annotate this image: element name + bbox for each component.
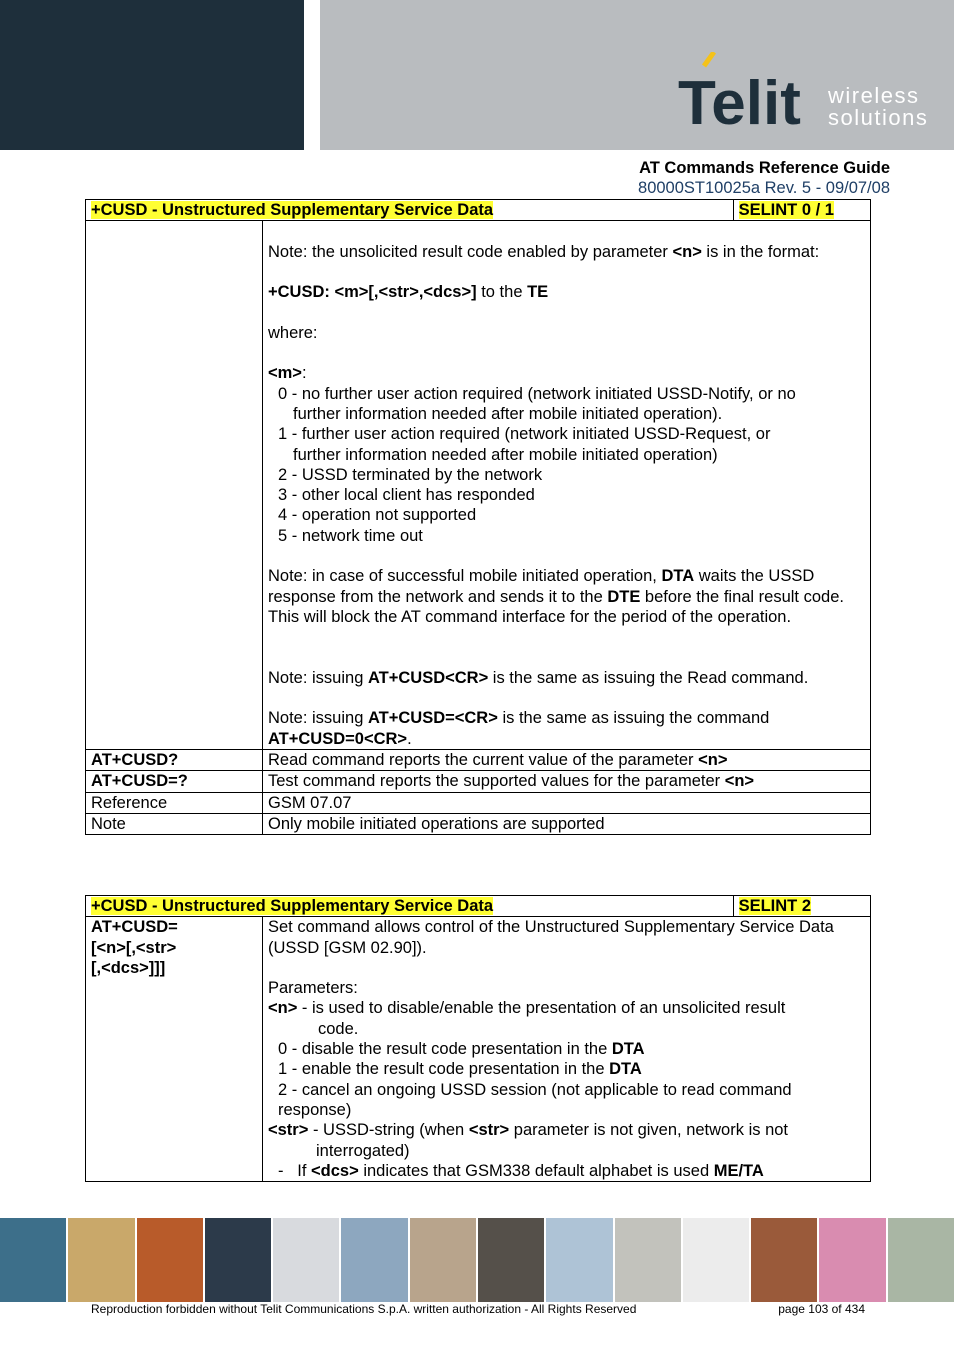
table2-selint: SELINT 2 — [738, 897, 811, 915]
m-value-0: 0 - no further user action required (network initiated USSD-Notify, or no — [277, 384, 796, 403]
row-label: Reference — [86, 792, 263, 813]
m-value-2: 2 - USSD terminated by the network — [277, 465, 543, 484]
table-row — [86, 750, 871, 771]
table2-set-row — [86, 917, 871, 1182]
m-value-1-cont: further information needed after mobile initiated operation) — [292, 445, 718, 464]
table1-selint: SELINT 0 / 1 — [738, 201, 834, 219]
page-number: page 103 of 434 — [778, 1302, 865, 1316]
row-command: AT+CUSD? — [86, 750, 263, 771]
parameters-label: Parameters: — [267, 979, 358, 998]
strip-photo — [478, 1218, 546, 1302]
n-value-2: 2 - cancel an ongoing USSD session (not applicable to read command response) — [277, 1080, 792, 1119]
note-at-cusd-cr: Note: issuing AT+CUSD<CR> is the same as issuing the Read command. — [267, 668, 809, 687]
m-value-3: 3 - other local client has responded — [277, 486, 535, 505]
row-label: Note — [86, 813, 263, 834]
row-description: GSM 07.07 — [262, 792, 870, 813]
param-m-label: <m>: — [267, 364, 307, 383]
table1-header-row — [86, 200, 871, 221]
table1-notes-row — [86, 221, 871, 750]
svg-text:Telit: Telit — [678, 69, 801, 132]
m-value-5: 5 - network time out — [277, 526, 423, 545]
svg-text:wireless: wireless — [828, 83, 920, 108]
strip-photo — [341, 1218, 409, 1302]
strip-photo — [0, 1218, 68, 1302]
param-str-cont: interrogated) — [315, 1141, 410, 1160]
cusd-table-selint01 — [85, 199, 871, 835]
strip-photo — [137, 1218, 205, 1302]
row-description: Only mobile initiated operations are supported — [262, 813, 870, 834]
row-description: Test command reports the supported values for the parameter <n> — [262, 771, 870, 792]
table1-notes-cell — [262, 221, 870, 750]
note-at-cusd-eq-cr: Note: issuing AT+CUSD=<CR> is the same as issuing the command AT+CUSD=0<CR>. — [267, 709, 770, 748]
table-row — [86, 813, 871, 834]
table2-header-row — [86, 896, 871, 917]
header-dark-block — [0, 0, 304, 150]
doc-revision: 80000ST10025a Rev. 5 - 09/07/08 — [638, 179, 890, 197]
set-command-cell: AT+CUSD= [<n>[,<str> [,<dcs>]]] — [86, 917, 263, 1182]
urc-format-line: +CUSD: <m>[,<str>,<dcs>] to the TE — [267, 283, 549, 302]
param-n: <n> - is used to disable/enable the presentation of an unsolicited result — [267, 999, 786, 1018]
svg-text:solutions: solutions — [828, 105, 929, 130]
strip-photo — [273, 1218, 341, 1302]
n-value-0: 0 - disable the result code presentation in the DTA — [277, 1040, 645, 1059]
param-str: <str> - USSD-string (when <str> parameter is not given, network is not — [267, 1121, 789, 1140]
row-description: Read command reports the current value of the parameter <n> — [262, 750, 870, 771]
n-value-1: 1 - enable the result code presentation in the DTA — [277, 1060, 642, 1079]
strip-photo — [888, 1218, 954, 1302]
strip-photo — [751, 1218, 819, 1302]
set-command-description — [262, 917, 870, 1182]
where-label: where: — [267, 323, 318, 342]
table-row — [86, 792, 871, 813]
set-intro: Set command allows control of the Unstructured Supplementary Service Data (USSD [GSM 02.90]). — [267, 918, 834, 957]
dcs-bullet: - If <dcs> indicates that GSM338 default alphabet is used ME/TA — [277, 1161, 764, 1180]
strip-photo — [68, 1218, 136, 1302]
strip-photo — [410, 1218, 478, 1302]
strip-photo — [546, 1218, 614, 1302]
strip-photo — [205, 1218, 273, 1302]
table-row — [86, 771, 871, 792]
row-command: AT+CUSD=? — [86, 771, 263, 792]
cusd-table-selint2 — [85, 895, 871, 1182]
table1-title: +CUSD - Unstructured Supplementary Service Data — [91, 201, 494, 219]
copyright-notice: Reproduction forbidden without Telit Communications S.p.A. written authorization - All Rights Reserved — [91, 1302, 637, 1316]
note-dta-wait: Note: in case of successful mobile initiated operation, DTA waits the USSD response from the network and sends it to the DTE before the final result code. This will block the AT command interface for the period of the operation. — [267, 567, 844, 626]
strip-photo — [683, 1218, 751, 1302]
table2-title: +CUSD - Unstructured Supplementary Service Data — [91, 897, 494, 915]
m-value-1: 1 - further user action required (network initiated USSD-Request, or — [277, 425, 771, 444]
footer-photo-strip — [0, 1218, 954, 1302]
telit-logo — [676, 52, 936, 132]
note-urc-format: Note: the unsolicited result code enabled by parameter <n> is in the format: — [267, 242, 820, 261]
param-n-cont: code. — [317, 1019, 359, 1038]
document-title-block — [638, 158, 890, 198]
page-footer — [91, 1302, 871, 1316]
strip-photo — [615, 1218, 683, 1302]
m-value-0-cont: further information needed after mobile initiated operation). — [292, 404, 723, 423]
strip-photo — [819, 1218, 887, 1302]
m-value-4: 4 - operation not supported — [277, 506, 477, 525]
doc-title: AT Commands Reference Guide — [639, 159, 890, 177]
